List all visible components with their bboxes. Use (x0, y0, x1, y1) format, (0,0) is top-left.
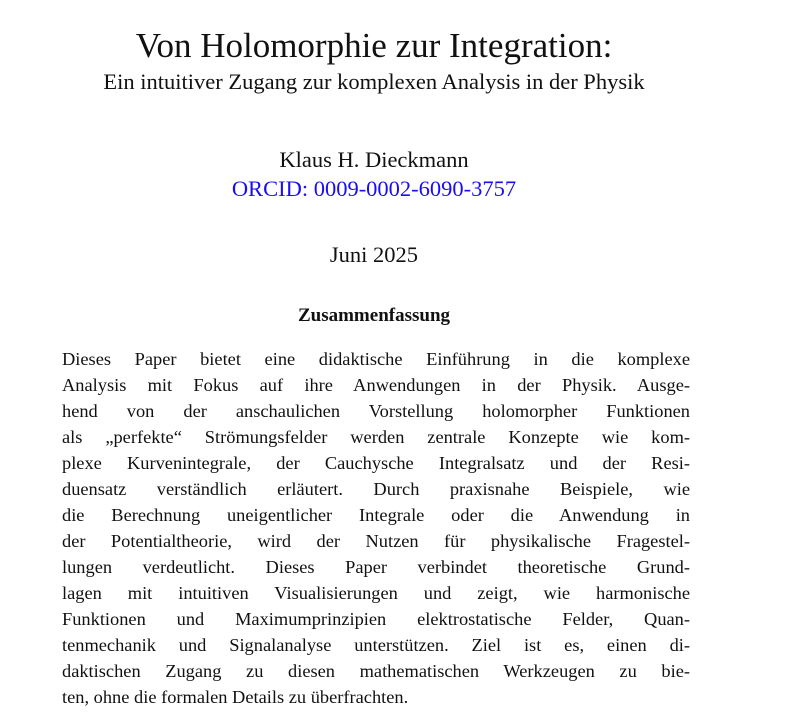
abstract-line: lagen mit intuitiven Visualisierungen und zeigt, wie harmonische (62, 583, 690, 603)
abstract-heading: Zusammenfassung (297, 305, 451, 326)
abstract-line: die Berechnung uneigentlicher Integrale oder die Anwendung in (62, 505, 690, 525)
author-name: Klaus H. Dieckmann (279, 147, 469, 172)
abstract-line: Funktionen und Maximumprinzipien elektrostatische Felder, Quan- (62, 609, 690, 629)
abstract-line: plexe Kurvenintegrale, der Cauchysche Integralsatz und der Resi- (62, 453, 690, 473)
abstract-line: duensatz verständlich erläutert. Durch praxisnahe Beispiele, wie (62, 479, 690, 499)
abstract-line: Analysis mit Fokus auf ihre Anwendungen in der Physik. Ausge- (62, 375, 690, 395)
abstract-line: als „perfekte“ Strömungsfelder werden zentrale Konzepte wie kom- (62, 427, 690, 447)
abstract-body (62, 346, 690, 710)
abstract-line: Dieses Paper bietet eine didaktische Einführung in die komplexe (62, 349, 690, 369)
abstract-line: der Potentialtheorie, wird der Nutzen für physikalische Fragestel- (62, 531, 690, 551)
publication-date: Juni 2025 (329, 242, 419, 267)
paper-subtitle: Ein intuitiver Zugang zur komplexen Analysis in der Physik (103, 69, 645, 94)
abstract-line: hend von der anschaulichen Vorstellung holomorpher Funktionen (62, 401, 690, 421)
abstract-line: daktischen Zugang zu diesen mathematischen Werkzeugen zu bie- (62, 661, 690, 681)
abstract-line: tenmechanik und Signalanalyse unterstützen. Ziel ist es, einen di- (62, 635, 690, 655)
paper-title: Von Holomorphie zur Integration: (135, 26, 613, 65)
orcid-link[interactable]: ORCID: 0009-0002-6090-3757 (231, 176, 517, 201)
abstract-line: ten, ohne die formalen Details zu überfrachten. (62, 687, 409, 707)
abstract-line: lungen verdeutlicht. Dieses Paper verbindet theoretische Grund- (62, 557, 690, 577)
